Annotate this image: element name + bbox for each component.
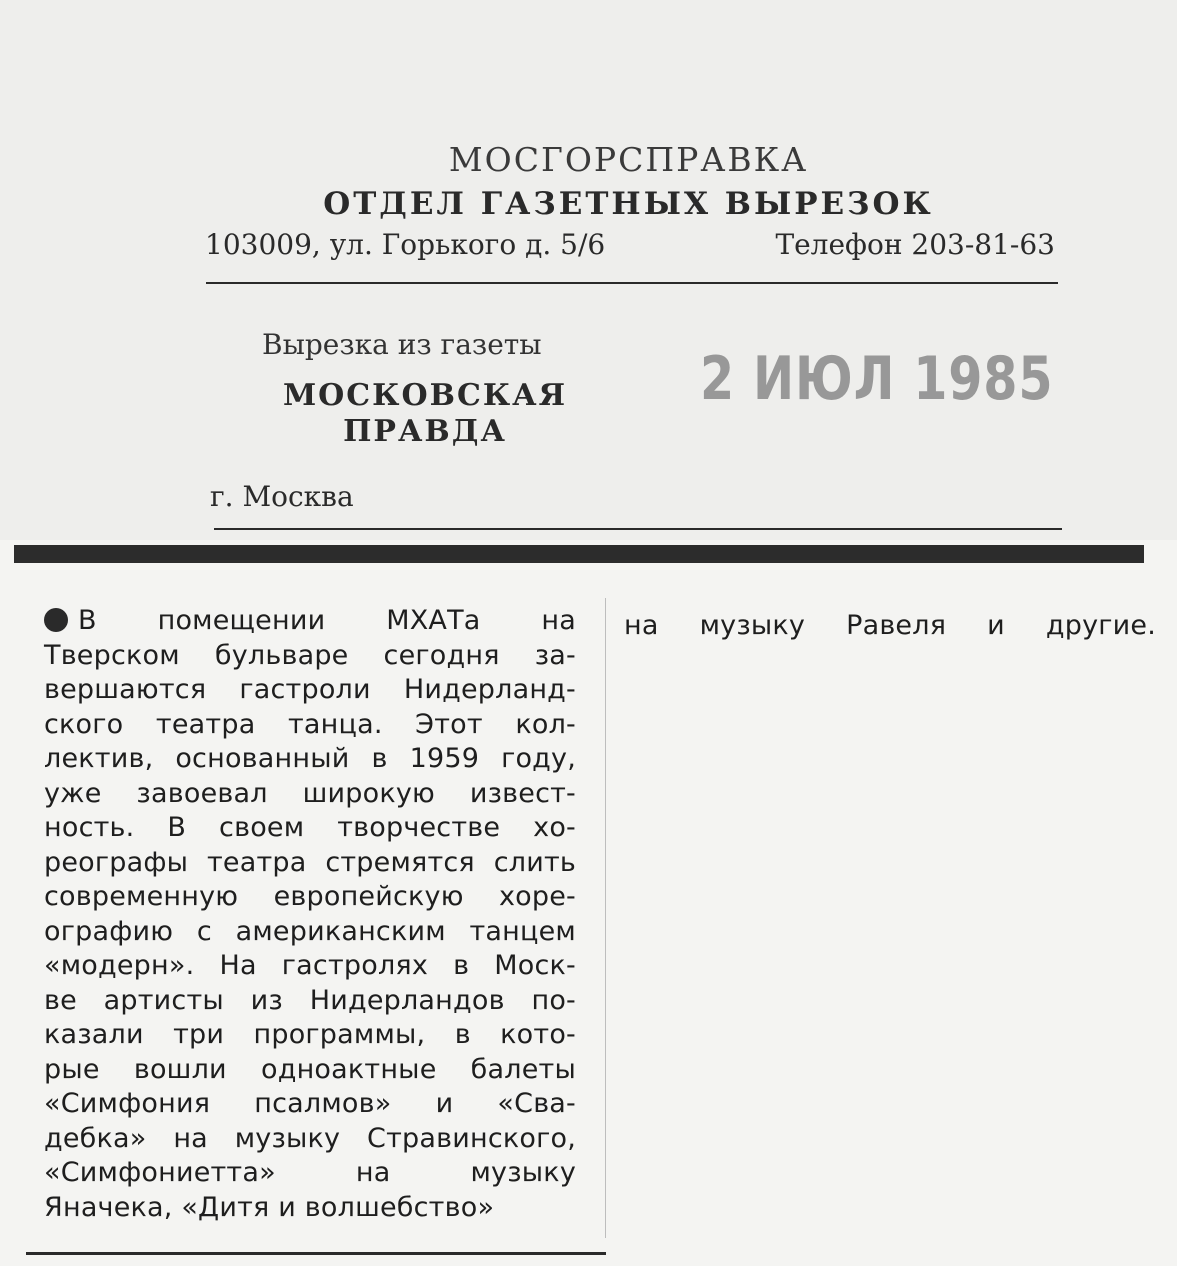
address: 103009, ул. Горького д. 5/6	[205, 228, 606, 261]
clipping-label: Вырезка из газеты	[262, 328, 542, 361]
phone: Телефон 203-81-63	[775, 228, 1055, 261]
article-line: «Симфония псалмов» и «Сва-	[44, 1088, 576, 1119]
article-line: ского театра танца. Этот кол-	[44, 708, 576, 740]
article-line: ве артисты из Нидерландов по-	[44, 984, 576, 1016]
agency-name: МОСГОРСПРАВКА	[448, 140, 809, 179]
article-line: Яначека, «Дитя и волшебство»	[44, 1191, 495, 1223]
article-line: современную европейскую хоре-	[44, 881, 576, 912]
article-line: «модерн». На гастролях в Моск-	[44, 950, 576, 981]
article-line: казали три программы, в кото-	[44, 1019, 576, 1050]
department-name: ОТДЕЛ ГАЗЕТНЫХ ВЫРЕЗОК	[323, 186, 934, 222]
article-column-right: на музыку Равеля и другие.	[624, 610, 1156, 641]
newspaper-rule-bar	[14, 545, 1144, 563]
date-stamp: 2 ИЮЛ 1985	[700, 344, 1054, 414]
article-line: дебка» на музыку Стравинского,	[44, 1122, 576, 1154]
city-rule	[214, 528, 1062, 530]
article-line	[44, 604, 576, 639]
article-line: вершаются гастроли Нидерланд-	[44, 674, 576, 705]
article-line: «Симфониетта» на музыку	[44, 1157, 576, 1188]
article-line-text: В помещении МХАТа на	[78, 605, 576, 636]
article-line: ографию с американским танцем	[44, 915, 576, 947]
article-line: Тверском бульваре сегодня за-	[44, 639, 576, 671]
newspaper-title	[250, 378, 600, 450]
bullet-icon	[44, 608, 68, 632]
clipping-header	[0, 0, 1177, 540]
bottom-rule	[26, 1252, 606, 1255]
article-line: уже завоевал широкую извест-	[44, 777, 576, 809]
article-line: рые вошли одноактные балеты	[44, 1053, 576, 1085]
city: г. Москва	[210, 480, 354, 513]
newspaper-title-line-1: МОСКОВСКАЯ	[282, 378, 568, 413]
address-line	[205, 228, 1055, 261]
newspaper-title-line-2: ПРАВДА	[343, 414, 507, 449]
article-line: ность. В своем творчестве хо-	[44, 812, 576, 843]
article-line: реографы театра стремятся слить	[44, 846, 576, 878]
header-rule	[206, 282, 1058, 284]
article-column-left	[44, 604, 576, 1225]
article-line: лектив, основанный в 1959 году,	[44, 743, 576, 774]
